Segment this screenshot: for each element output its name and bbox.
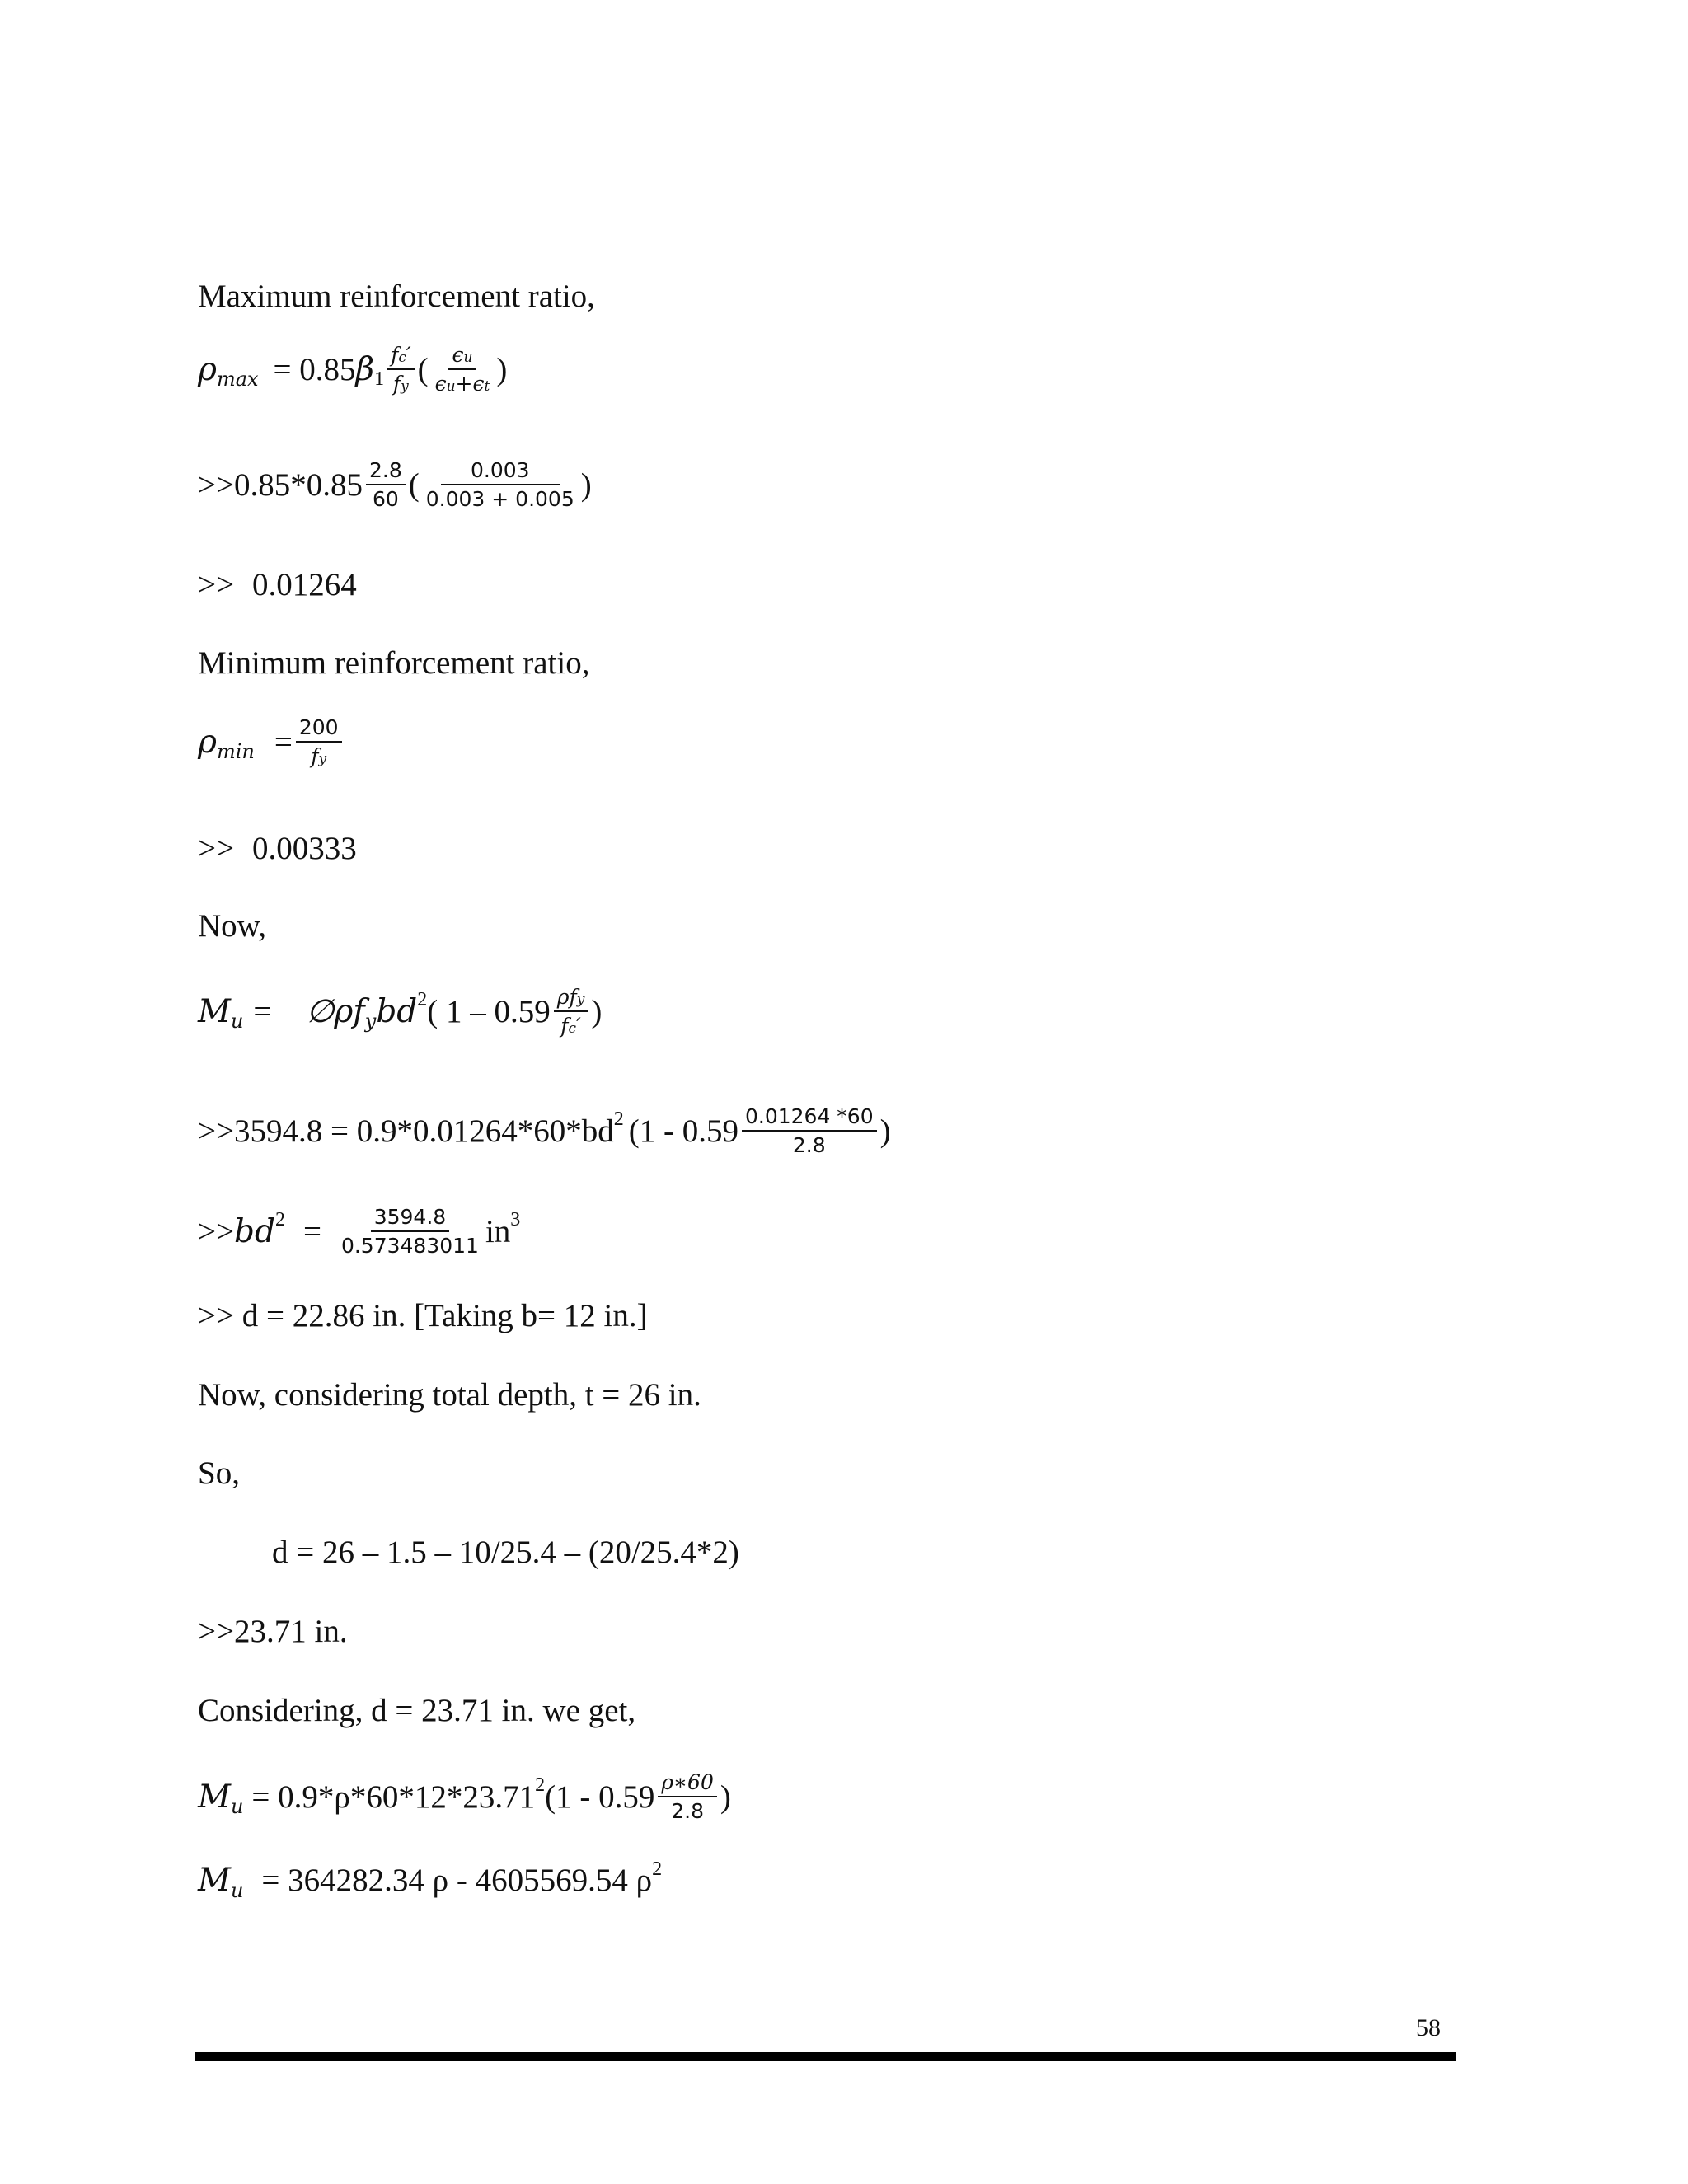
max-ratio-heading: Maximum reinforcement ratio, (198, 279, 595, 314)
total-depth-line: Now, considering total depth, t = 26 in. (198, 1377, 701, 1413)
mu2-fraction: $\frac{\rho∗60}{2.8}$ (658, 1772, 717, 1821)
considering-line: Considering, d = 23.71 in. we get, (198, 1693, 636, 1728)
rho-max-formula: ρ max = 0.85 β 1 $\frac{fc'}{fy}$ ( $\frac{\epsilon u}{\epsilon u+\epsilon t}$ ) (198, 343, 508, 396)
moment-equation-result: M u = 364282.34 ρ - 4605569.54 ρ 2 (198, 1858, 663, 1902)
strain-values-fraction: $\frac{0.003}{0.003 + 0.005}$ (425, 458, 574, 511)
moment-calculation: >>3594.8 = 0.9*0.01264*60*bd 2 (1 - 0.59 $\frac{0.01264 *60}{2.8}$ ) (198, 1104, 891, 1157)
effective-depth-result: >> d = 22.86 in. [Taking b= 12 in.] (198, 1298, 648, 1333)
strain-fraction: $\frac{\epsilon u}{\epsilon u+\epsilon t}$ (434, 343, 490, 396)
moment-formula: M u = ∅ρf y bd 2 ( 1 – 0.59 $\frac{\text{ρfy}}{fc'}$ ) (198, 985, 603, 1038)
fc-over-fy-fraction: $\frac{fc'}{fy}$ (387, 344, 414, 394)
depth-formula: d = 26 – 1.5 – 10/25.4 – (20/25.4*2) (272, 1535, 739, 1570)
rho-fy-over-fc-fraction: $\frac{\text{ρfy}}{fc'}$ (554, 987, 588, 1036)
max-ratio-result: >> 0.01264 (198, 567, 357, 602)
now-label: Now, (198, 908, 267, 944)
calc3-fraction: $\frac{3594.8}{0.573483011}$ (340, 1205, 479, 1258)
rho-min-formula: ρ min = $\frac{200}{fy}$ (198, 717, 345, 766)
ratio-2-8-over-60: $\frac{2.8}{60}$ (366, 460, 406, 509)
footer-rule (195, 2052, 1456, 2061)
min-ratio-result: >> 0.00333 (198, 831, 357, 866)
page-number: 58 (1416, 2014, 1441, 2041)
min-ratio-heading: Minimum reinforcement ratio, (198, 645, 590, 681)
so-label: So, (198, 1455, 240, 1491)
moment-substitution: M u = 0.9*ρ*60*12*23.71 2 (1 - 0.59 $\frac{\rho∗60}{2.8}$ ) (198, 1770, 731, 1823)
min-ratio-fraction: $\frac{200}{fy}$ (296, 717, 342, 766)
depth-result: >>23.71 in. (198, 1614, 348, 1649)
max-ratio-calculation: >>0.85*0.85 $\frac{2.8}{60}$ ( $\frac{0.003}{0.003 + 0.005}$ ) (198, 458, 592, 511)
calc2-fraction: $\frac{0.01264 *60}{2.8}$ (742, 1106, 877, 1155)
bd-squared-calculation: >> bd 2 = $\frac{3594.8}{0.573483011}$ in 3 (198, 1205, 521, 1258)
